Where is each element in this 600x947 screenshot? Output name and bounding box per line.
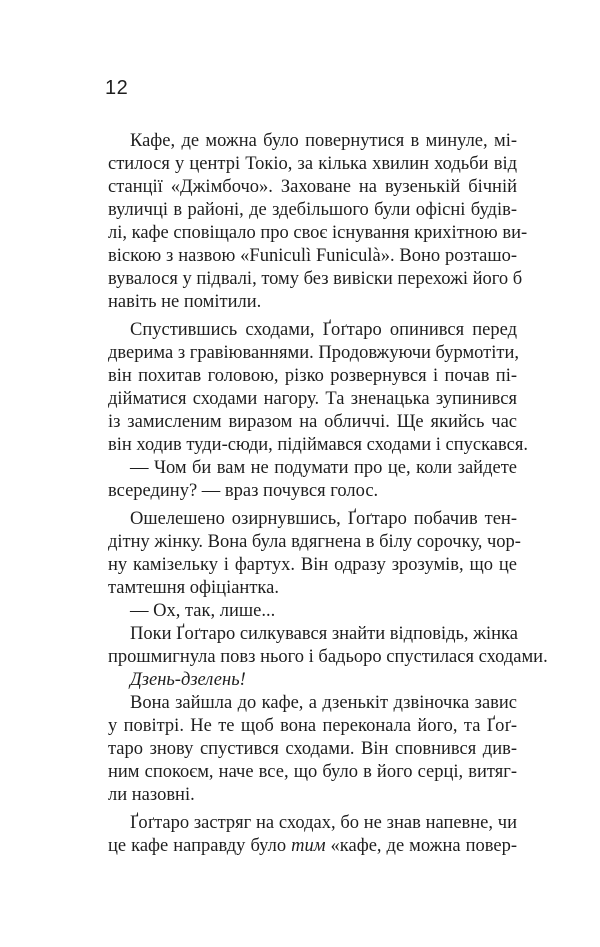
text-line: вуличці в районі, де здебільшого були офісні будів- (108, 200, 517, 220)
italic-text: тим (291, 836, 326, 856)
text-line: у повітрі. Не те щоб вона переконала його, та Ґоґ- (108, 716, 517, 736)
text-line: навіть не помітили. (108, 292, 262, 312)
text-line: вувалося у підвалі, тому без вивіски перехожі його б (108, 269, 523, 289)
text-line: тамтешня офіціантка. (108, 578, 279, 598)
text-line: ли назовні. (108, 785, 195, 805)
text-line: ним спокоєм, наче все, що було в його серці, витяг- (108, 762, 517, 782)
paragraph (108, 508, 521, 600)
text-line (108, 835, 517, 858)
text-line: стилося у центрі Токіо, за кілька хвилин ходьби від (108, 154, 517, 174)
text-line: Поки Ґоґтаро силкувався знайти відповідь, жінка (130, 624, 518, 644)
body-text (108, 130, 548, 858)
paragraph (108, 812, 517, 858)
text-line: Ґоґтаро застряг на сходах, бо не знав напевне, чи (130, 813, 517, 833)
paragraph (108, 600, 517, 623)
text-line: дітну жінку. Вона була вдягнена в білу сорочку, чор- (108, 532, 521, 552)
text-line: Кафе, де можна було повернутися в минуле, мі- (130, 131, 517, 151)
text-line: — Чом би вам не подумати про це, коли зайдете (130, 458, 517, 478)
paragraph (108, 623, 548, 669)
italic-text: Дзень-дзелень! (130, 670, 246, 690)
text-line: віскою з назвою «Funiculì Funiculà». Воно розташо- (108, 246, 517, 266)
text-line: лі, кафе сповіщало про своє існування крихітною ви- (108, 223, 528, 243)
text-line: таро знову спустився сходами. Він сповнився див- (108, 739, 517, 759)
paragraph (108, 692, 517, 807)
page-number: 12 (105, 77, 129, 99)
text-line: дверима з гравіюваннями. Продовжуючи бурмотіти, (108, 343, 520, 363)
text-line: із замисленим виразом на обличчі. Ще якийсь час (108, 412, 517, 432)
paragraph (108, 669, 517, 692)
text-line: Вона зайшла до кафе, а дзенькіт дзвіночка завис (130, 693, 517, 713)
text-line: він похитав головою, різко розвернувся і почав пі- (108, 366, 517, 386)
text-line: всередину? — враз почувся голос. (108, 481, 379, 501)
text-line: дійматися сходами нагору. Та зненацька зупинився (108, 389, 517, 409)
text-line: — Ох, так, лише... (130, 601, 276, 621)
text-span: це кафе направду було (108, 836, 292, 856)
text-line: він ходив туди-сюди, підіймався сходами і спускався. (108, 435, 528, 455)
paragraph (108, 130, 528, 314)
text-line: Ошелешено озирнувшись, Ґоґтаро побачив тен- (130, 509, 517, 529)
text-line: ну камізельку і фартух. Він одразу зрозумів, що це (108, 555, 517, 575)
text-line: Спустившись сходами, Ґоґтаро опинився перед (130, 320, 517, 340)
text-line: прошмигнула повз нього і бадьоро спустилася сходами. (108, 647, 548, 667)
text-line (108, 669, 517, 692)
paragraph (108, 457, 517, 503)
paragraph (108, 319, 528, 457)
text-span: «кафе, де можна повер- (325, 836, 517, 856)
text-line: станції «Джімбочо». Заховане на вузенькій бічній (108, 177, 517, 197)
